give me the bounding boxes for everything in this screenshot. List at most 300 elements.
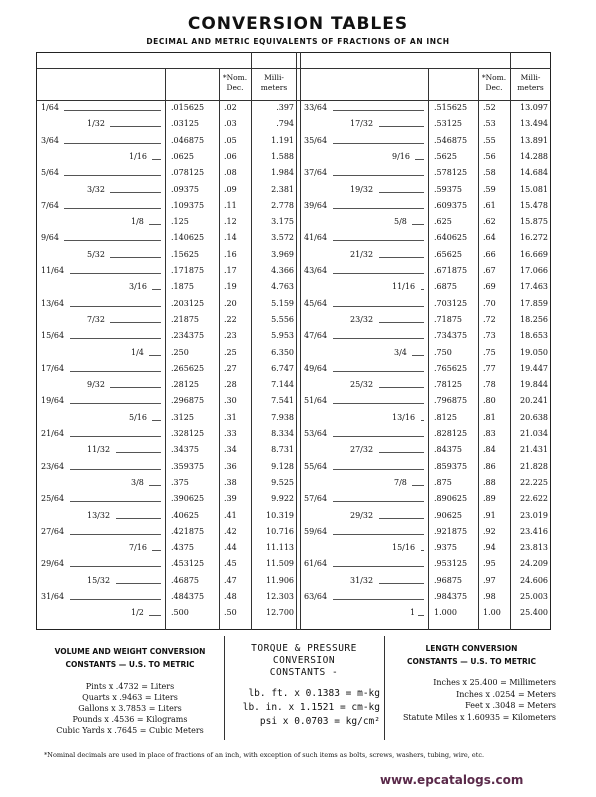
- nominal-decimal-cell: .81: [483, 412, 496, 422]
- nominal-decimal-cell: .44: [224, 543, 237, 553]
- leader-line: [333, 501, 425, 502]
- millimeter-cell: 18.256: [520, 314, 548, 324]
- millimeter-cell: 8.334: [271, 429, 294, 438]
- fraction-cell: 9/32: [87, 380, 105, 390]
- fraction-cell: 17/32: [350, 119, 374, 129]
- fraction-cell: 11/32: [87, 445, 111, 455]
- millimeter-cell: 22.622: [520, 494, 548, 504]
- nominal-decimal-cell: .70: [483, 298, 496, 308]
- nominal-decimal-cell: .64: [483, 233, 496, 243]
- decimal-cell: .640625: [434, 233, 468, 243]
- nominal-decimal-cell: .91: [483, 510, 496, 520]
- millimeter-cell: 13.097: [520, 103, 548, 112]
- decimal-cell: .046875: [171, 135, 205, 145]
- volume-constant-line: Quarts x .9463 = Liters: [82, 693, 178, 702]
- nominal-decimal-cell: .30: [224, 396, 237, 406]
- millimeter-cell: 14.684: [520, 168, 548, 178]
- leader-line: [379, 583, 425, 584]
- millimeter-cell: 1.984: [271, 168, 294, 178]
- fraction-cell: 9/64: [41, 233, 59, 243]
- leader-line: [333, 306, 425, 307]
- leader-line: [70, 371, 162, 372]
- millimeters-header: [251, 73, 297, 93]
- fraction-cell: 61/64: [304, 559, 328, 569]
- fraction-cell: 3/64: [41, 135, 59, 145]
- fraction-cell: 41/64: [304, 233, 328, 243]
- fraction-cell: 7/8: [394, 477, 407, 487]
- decimal-cell: .96875: [434, 575, 462, 585]
- leader-line: [116, 452, 162, 453]
- nominal-decimal-cell: 1.00: [483, 608, 501, 618]
- leader-line: [70, 534, 162, 535]
- decimal-cell: .6875: [434, 282, 457, 292]
- millimeters-header-part: meters: [517, 83, 544, 92]
- decimal-cell: .140625: [171, 233, 205, 243]
- nominal-decimal-cell: .02: [224, 103, 237, 112]
- leader-line: [70, 273, 162, 274]
- nominal-decimal-cell: .88: [483, 477, 496, 487]
- length-constant-line: Inches x 25.400 = Millimeters: [433, 678, 556, 687]
- leader-line: [70, 501, 162, 502]
- leader-line: [333, 566, 425, 567]
- millimeters-header-part: Milli-: [520, 73, 541, 82]
- millimeter-cell: 15.875: [520, 217, 548, 227]
- leader-line: [149, 485, 161, 486]
- header-rule: [37, 100, 551, 101]
- nominal-decimal-cell: .33: [224, 429, 237, 438]
- millimeter-cell: 7.938: [271, 412, 294, 422]
- millimeter-cell: 23.416: [520, 526, 548, 536]
- decimal-cell: .078125: [171, 168, 205, 178]
- decimal-cell: .546875: [434, 135, 468, 145]
- nominal-decimal-cell: .08: [224, 168, 237, 178]
- leader-line: [64, 143, 161, 144]
- decimal-cell: .0625: [171, 151, 194, 161]
- fraction-cell: 43/64: [304, 266, 328, 275]
- fraction-cell: 1/8: [131, 217, 144, 227]
- millimeter-cell: 21.034: [520, 429, 548, 438]
- leader-line: [152, 550, 161, 551]
- nominal-decimal-cell: .97: [483, 575, 496, 585]
- fraction-cell: 31/32: [350, 575, 374, 585]
- leader-line: [152, 420, 161, 421]
- millimeter-cell: 19.844: [520, 380, 548, 390]
- fraction-cell: 15/64: [41, 331, 65, 341]
- millimeter-cell: 21.431: [520, 445, 548, 455]
- decimal-cell: .375: [171, 477, 189, 487]
- leader-line: [333, 143, 425, 144]
- torque-constant-line: psi x 0.0703 = kg/cm²: [259, 716, 380, 727]
- nominal-decimal-cell: .39: [224, 494, 237, 504]
- millimeter-cell: 1.191: [271, 135, 294, 145]
- millimeters-header-part: Milli-: [264, 73, 284, 82]
- header-rule: [37, 68, 551, 69]
- fraction-cell: 15/16: [392, 543, 416, 553]
- nominal-decimal-cell: .73: [483, 331, 496, 341]
- leader-line: [110, 257, 161, 258]
- decimal-cell: .40625: [171, 510, 199, 520]
- fraction-cell: 3/16: [129, 282, 147, 292]
- leader-line: [421, 550, 425, 551]
- nominal-decimal-cell: .23: [224, 331, 237, 341]
- millimeter-cell: 3.572: [271, 233, 294, 243]
- fraction-cell: 27/32: [350, 445, 374, 455]
- leader-line: [149, 224, 161, 225]
- fraction-cell: 39/64: [304, 200, 328, 210]
- leader-line: [152, 159, 161, 160]
- nom-dec-header-part: *Nom.: [222, 73, 248, 82]
- decimal-cell: .453125: [171, 559, 205, 569]
- nominal-decimal-cell: .80: [483, 396, 496, 406]
- length-constant-line: Statute Miles x 1.60935 = Kilometers: [402, 712, 556, 722]
- millimeter-cell: 7.541: [271, 396, 294, 406]
- fraction-cell: 59/64: [304, 526, 328, 536]
- nominal-decimal-cell: .77: [483, 363, 496, 373]
- leader-line: [70, 566, 162, 567]
- nominal-decimal-cell: .62: [483, 217, 496, 227]
- leader-line: [379, 322, 425, 323]
- leader-line: [70, 436, 162, 437]
- leader-line: [412, 485, 424, 486]
- millimeter-cell: 6.350: [271, 347, 294, 357]
- fraction-cell: 7/64: [41, 200, 59, 210]
- decimal-cell: .859375: [434, 461, 468, 471]
- leader-line: [149, 355, 161, 356]
- decimal-cell: .484375: [171, 592, 205, 601]
- leader-line: [64, 110, 161, 111]
- column-rule: [478, 68, 479, 630]
- leader-line: [379, 257, 425, 258]
- decimal-cell: .46875: [171, 575, 199, 585]
- nom-dec-header-part: Dec.: [485, 83, 503, 92]
- fraction-cell: 53/64: [304, 429, 328, 438]
- watermark: www.epcatalogs.com: [380, 773, 524, 787]
- millimeter-cell: 4.366: [271, 266, 294, 275]
- fraction-cell: 1/16: [129, 151, 147, 161]
- leader-line: [70, 599, 162, 600]
- leader-line: [412, 224, 424, 225]
- nominal-decimal-cell: .78: [483, 380, 496, 390]
- nominal-decimal-cell: .17: [224, 266, 237, 275]
- leader-line: [333, 599, 425, 600]
- millimeter-cell: 20.241: [520, 396, 548, 406]
- fraction-cell: 33/64: [304, 103, 328, 112]
- decimal-cell: .921875: [434, 526, 468, 536]
- fraction-cell: 45/64: [304, 298, 328, 308]
- page-title: CONVERSION TABLES: [187, 14, 409, 34]
- volume-subtitle: CONSTANTS — U.S. TO METRIC: [65, 660, 195, 669]
- millimeter-cell: 2.778: [271, 200, 294, 210]
- millimeter-cell: .397: [276, 103, 294, 112]
- millimeter-cell: 11.509: [266, 559, 294, 569]
- decimal-cell: .84375: [434, 445, 462, 455]
- millimeter-cell: 23.019: [520, 510, 548, 520]
- fraction-cell: 7/16: [129, 543, 147, 553]
- fraction-cell: 25/64: [41, 494, 65, 504]
- millimeter-cell: 5.953: [271, 331, 294, 341]
- millimeter-cell: 8.731: [271, 445, 294, 455]
- millimeter-cell: 3.175: [271, 217, 294, 227]
- millimeter-cell: 9.922: [271, 494, 294, 504]
- leader-line: [116, 583, 162, 584]
- torque-constant-line: lb. in. x 1.1521 = cm-kg: [242, 702, 380, 713]
- millimeter-cell: 9.128: [271, 461, 294, 471]
- fraction-cell: 1/2: [131, 608, 144, 618]
- nominal-decimal-cell: .92: [483, 526, 496, 536]
- fraction-cell: 29/64: [41, 559, 65, 569]
- fraction-cell: 49/64: [304, 363, 328, 373]
- decimal-cell: .671875: [434, 266, 468, 275]
- millimeter-cell: 4.763: [271, 282, 294, 292]
- leader-line: [152, 289, 161, 290]
- millimeter-cell: 12.700: [266, 608, 294, 618]
- nominal-decimal-cell: .55: [483, 135, 496, 145]
- decimal-cell: .984375: [434, 592, 468, 601]
- nominal-decimal-cell: .27: [224, 363, 237, 373]
- nominal-decimal-cell: .03: [224, 119, 237, 129]
- nominal-decimal-cell: .41: [224, 510, 237, 520]
- fraction-cell: 1/64: [41, 103, 59, 112]
- millimeter-cell: 25.400: [520, 608, 548, 618]
- volume-constant-line: Pounds x .4536 = Kilograms: [72, 715, 188, 724]
- fraction-cell: 35/64: [304, 135, 328, 145]
- decimal-cell: .296875: [171, 396, 205, 406]
- decimal-cell: .28125: [171, 380, 199, 390]
- millimeter-cell: 23.813: [520, 543, 548, 553]
- nominal-decimal-cell: .45: [224, 559, 237, 569]
- decimal-cell: .21875: [171, 314, 199, 324]
- nominal-decimal-cell: .12: [224, 217, 237, 227]
- leader-line: [421, 420, 425, 421]
- decimal-cell: .250: [171, 347, 189, 357]
- millimeter-cell: 19.050: [520, 347, 548, 357]
- nominal-decimal-cell: .83: [483, 429, 496, 438]
- nominal-decimal-cell: .36: [224, 461, 237, 471]
- fraction-cell: 17/64: [41, 363, 65, 373]
- decimal-cell: .515625: [434, 103, 468, 112]
- fraction-cell: 11/16: [392, 282, 416, 292]
- millimeter-cell: 17.859: [520, 298, 548, 308]
- millimeter-cell: 9.525: [271, 477, 294, 487]
- leader-line: [412, 355, 424, 356]
- column-rule: [165, 68, 166, 630]
- fraction-cell: 15/32: [87, 575, 111, 585]
- millimeter-cell: 22.225: [520, 477, 548, 487]
- torque-subtitle: CONVERSION: [272, 655, 336, 666]
- volume-constant-line: Pints x .4732 = Liters: [85, 682, 175, 691]
- column-rule: [251, 52, 252, 68]
- nominal-decimal-cell: .58: [483, 168, 496, 178]
- leader-line: [64, 240, 161, 241]
- fraction-cell: 21/32: [350, 249, 374, 259]
- nominal-decimal-cell: .47: [224, 575, 237, 585]
- millimeter-cell: 3.969: [271, 249, 294, 259]
- fraction-cell: 13/16: [392, 412, 416, 422]
- leader-line: [333, 436, 425, 437]
- leader-line: [70, 306, 162, 307]
- millimeter-cell: 14.288: [520, 151, 548, 161]
- leader-line: [333, 208, 425, 209]
- leader-line: [64, 175, 161, 176]
- nominal-decimal-cell: .31: [224, 412, 237, 422]
- leader-line: [421, 289, 425, 290]
- fraction-cell: 31/64: [41, 592, 65, 601]
- length-constant-line: Inches x .0254 = Meters: [456, 689, 556, 699]
- nominal-decimal-cell: .48: [224, 592, 237, 601]
- fraction-cell: 13/32: [87, 510, 111, 520]
- decimal-cell: .421875: [171, 526, 205, 536]
- fraction-cell: 37/64: [304, 168, 328, 178]
- fraction-cell: 7/32: [87, 314, 105, 324]
- millimeter-cell: 11.906: [266, 575, 294, 585]
- nominal-decimal-cell: .22: [224, 314, 237, 324]
- decimal-cell: .234375: [171, 331, 205, 341]
- millimeter-cell: 16.669: [520, 249, 548, 259]
- leader-line: [333, 273, 425, 274]
- millimeter-cell: 5.159: [271, 298, 294, 308]
- fraction-cell: 51/64: [304, 396, 328, 406]
- leader-line: [415, 159, 424, 160]
- fraction-cell: 25/32: [350, 380, 374, 390]
- volume-constant-line: Gallons x 3.7853 = Liters: [78, 704, 182, 713]
- fraction-cell: 9/16: [392, 151, 410, 161]
- fraction-cell: 29/32: [350, 510, 374, 520]
- decimal-cell: .90625: [434, 510, 462, 520]
- millimeter-cell: 13.494: [520, 119, 548, 129]
- leader-line: [110, 126, 161, 127]
- leader-line: [110, 192, 161, 193]
- fraction-cell: 63/64: [304, 592, 328, 601]
- fraction-cell: 47/64: [304, 331, 328, 341]
- decimal-cell: 1.000: [434, 608, 457, 618]
- decimal-cell: .59375: [434, 184, 462, 194]
- torque-title: TORQUE & PRESSURE: [251, 643, 357, 654]
- nominal-decimal-cell: .11: [224, 200, 237, 210]
- decimal-cell: .65625: [434, 249, 462, 259]
- fraction-cell: 1/4: [131, 347, 144, 357]
- decimal-cell: .703125: [434, 298, 468, 308]
- nominal-decimal-cell: .94: [483, 543, 496, 553]
- decimal-cell: .609375: [434, 200, 468, 210]
- nominal-decimal-cell: .75: [483, 347, 496, 357]
- millimeter-cell: 11.113: [266, 543, 294, 553]
- length-subtitle: CONSTANTS — U.S. TO METRIC: [406, 657, 537, 666]
- millimeter-cell: 12.303: [266, 592, 294, 601]
- millimeter-cell: 24.606: [520, 575, 548, 585]
- fraction-cell: 5/32: [87, 249, 105, 259]
- decimal-cell: .9375: [434, 543, 457, 553]
- millimeter-cell: 25.003: [520, 592, 548, 601]
- nominal-decimal-cell: .89: [483, 494, 496, 504]
- nom-dec-header-part: *Nom.: [481, 73, 507, 82]
- leader-line: [70, 338, 162, 339]
- nom-dec-header-part: Dec.: [226, 83, 244, 92]
- decimal-cell: .750: [434, 347, 452, 357]
- leader-line: [333, 469, 425, 470]
- fraction-cell: 3/32: [87, 184, 105, 194]
- millimeters-header: [510, 73, 551, 93]
- millimeter-cell: 17.066: [520, 266, 548, 275]
- decimal-cell: .765625: [434, 363, 468, 373]
- millimeter-cell: 6.747: [271, 363, 294, 373]
- leader-line: [116, 518, 162, 519]
- leader-line: [149, 615, 161, 616]
- decimal-cell: .500: [171, 608, 189, 618]
- nominal-decimal-cell: .84: [483, 445, 496, 455]
- decimal-cell: .5625: [434, 151, 457, 161]
- center-divider: [296, 52, 301, 630]
- millimeter-cell: 1.588: [271, 151, 294, 161]
- fraction-cell: 19/64: [41, 396, 65, 406]
- leader-line: [379, 387, 425, 388]
- leader-line: [418, 615, 424, 616]
- millimeter-cell: 21.828: [520, 461, 548, 471]
- millimeter-cell: 16.272: [520, 233, 548, 243]
- nom-dec-header: [478, 73, 510, 93]
- nominal-decimal-cell: .28: [224, 380, 237, 390]
- millimeter-cell: 2.381: [271, 184, 294, 194]
- decimal-cell: .734375: [434, 331, 468, 341]
- nominal-decimal-cell: .09: [224, 184, 237, 194]
- decimal-cell: .875: [434, 477, 452, 487]
- nominal-decimal-cell: .59: [483, 184, 496, 194]
- fraction-cell: 13/64: [41, 298, 65, 308]
- leader-line: [70, 469, 162, 470]
- decimal-cell: .796875: [434, 396, 468, 406]
- nominal-decimal-cell: .72: [483, 314, 496, 324]
- nominal-decimal-cell: .06: [224, 151, 237, 161]
- decimal-cell: .78125: [434, 380, 462, 390]
- fraction-cell: 21/64: [41, 429, 65, 438]
- millimeter-cell: 13.891: [520, 135, 548, 145]
- fraction-cell: 23/64: [41, 461, 65, 471]
- nominal-decimal-cell: .16: [224, 249, 237, 259]
- decimal-cell: .203125: [171, 298, 205, 308]
- fraction-cell: 1: [410, 608, 416, 618]
- decimal-cell: .890625: [434, 494, 468, 504]
- fraction-cell: 11/64: [41, 266, 65, 275]
- leader-line: [333, 110, 425, 111]
- nominal-decimal-cell: .14: [224, 233, 237, 243]
- nominal-decimal-cell: .52: [483, 103, 496, 112]
- decimal-cell: .171875: [171, 266, 205, 275]
- fraction-cell: 57/64: [304, 494, 328, 504]
- decimal-cell: .03125: [171, 119, 199, 129]
- millimeter-cell: 17.463: [520, 282, 548, 292]
- fraction-cell: 5/64: [41, 168, 59, 178]
- leader-line: [333, 338, 425, 339]
- decimal-cell: .828125: [434, 429, 468, 438]
- nominal-decimal-cell: .56: [483, 151, 496, 161]
- fraction-cell: 3/4: [394, 347, 407, 357]
- leader-line: [333, 371, 425, 372]
- millimeter-cell: .794: [276, 119, 294, 129]
- leader-line: [70, 403, 162, 404]
- millimeter-cell: 5.556: [271, 314, 294, 324]
- nominal-decimal-cell: .42: [224, 526, 237, 536]
- decimal-cell: .390625: [171, 494, 205, 504]
- leader-line: [379, 126, 425, 127]
- footnote: *Nominal decimals are used in place of fractions of an inch, with exception of such items as bolts, screws, washers, tubing, wire, etc.: [44, 751, 485, 759]
- decimal-cell: .953125: [434, 559, 468, 569]
- nominal-decimal-cell: .86: [483, 461, 496, 471]
- nominal-decimal-cell: .98: [483, 592, 496, 601]
- column-rule: [510, 68, 511, 630]
- leader-line: [110, 387, 161, 388]
- nominal-decimal-cell: .67: [483, 266, 496, 275]
- column-rule: [251, 68, 252, 630]
- millimeter-cell: 7.144: [271, 380, 294, 390]
